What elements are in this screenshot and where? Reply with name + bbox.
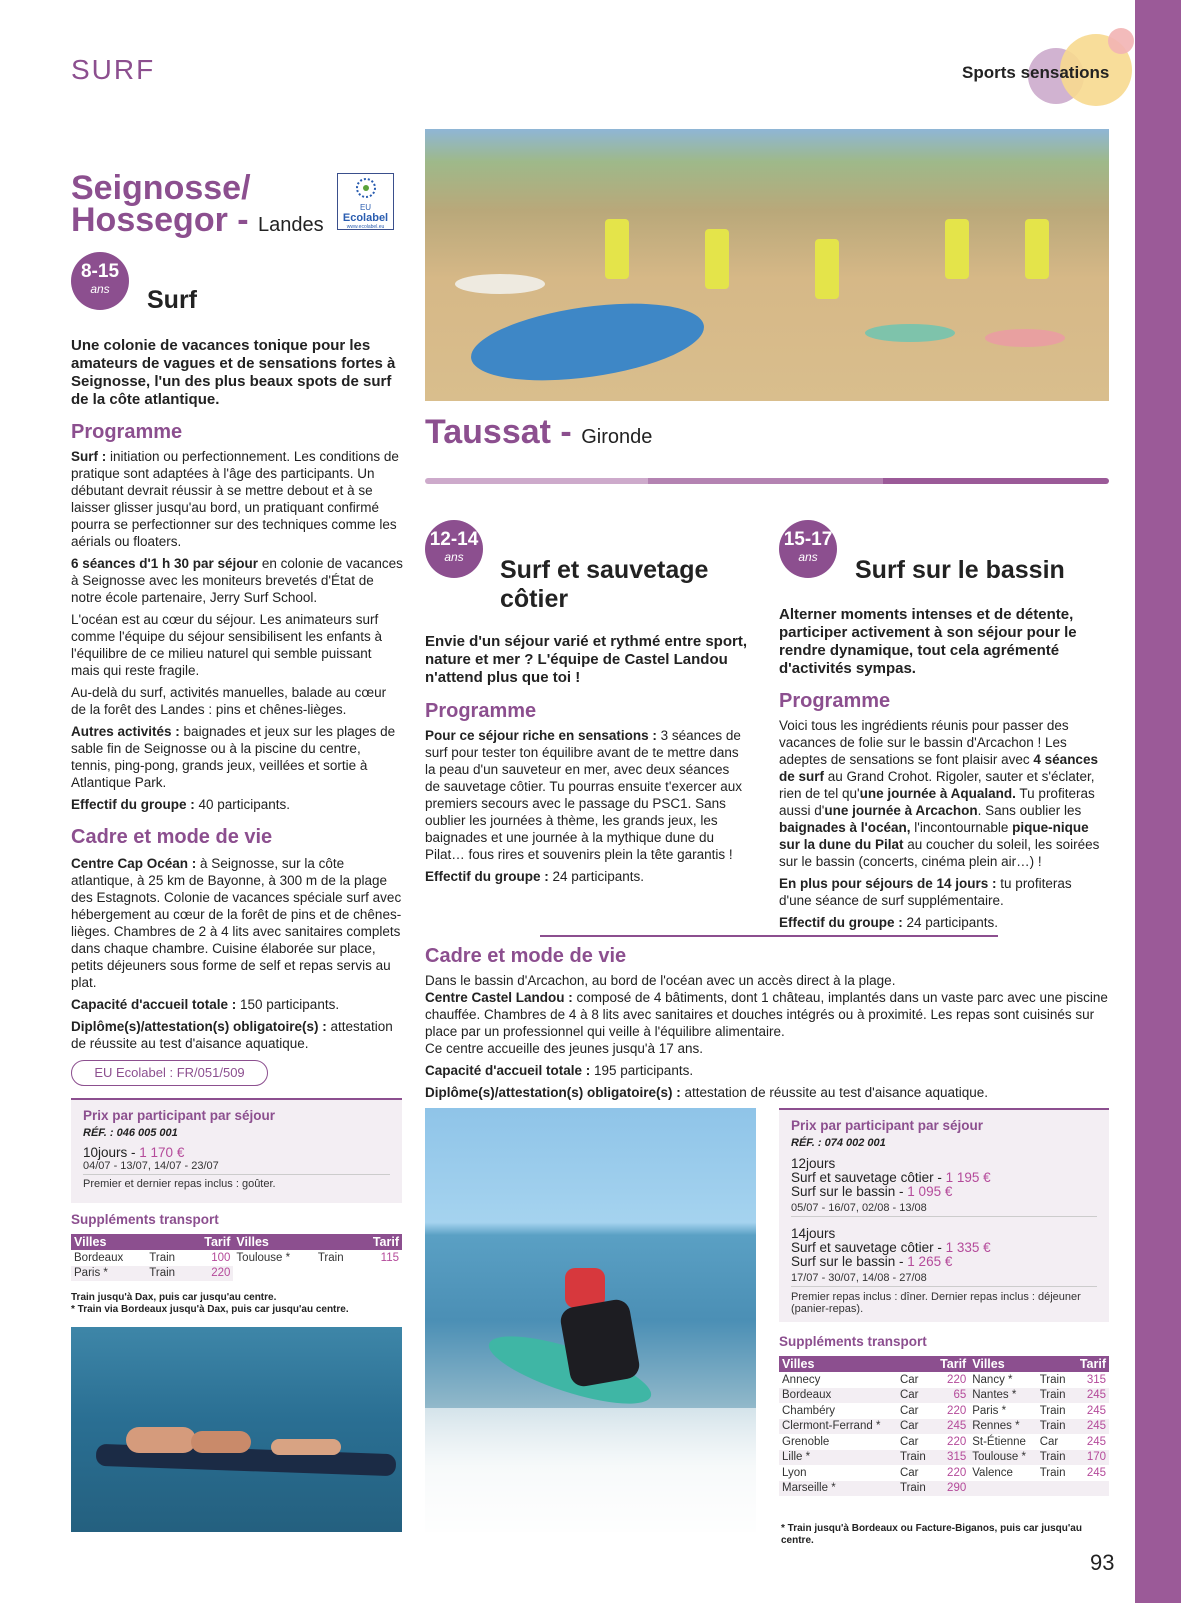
surfer-vest: [705, 229, 729, 289]
right-price-box: Prix par participant par séjour RÉF. : 074 002 001 12jours Surf et sauvetage côtier - 1 195 € Surf sur le bassin - 1 095 € 05/07 - 16/07, 02/08 - 13/08 14jours Surf et sauvetage côtier - 1 335 € Surf sur le bassin - 1 265 € 17/07 - 30/07, 14/08 - 27/08 Premier repas inclus : dîner. Dernier repas inclus : déjeuner (panier-repas).: [779, 1108, 1109, 1322]
board-on-sand: [865, 324, 955, 342]
left-transport-heading: Suppléments transport: [71, 1212, 219, 1227]
age-badge-12-14: 12-14 ans: [425, 520, 483, 578]
left-transport-notes: Train jusqu'à Dax, puis car jusqu'au centre. * Train via Bordeaux jusqu'à Dax, puis car jusqu'au centre.: [71, 1292, 349, 1315]
col2-intro: Alterner moments intenses et de détente, participer activement à son séjour pour le rendre dynamique, tout cela agrémenté d'activités sympas.: [779, 606, 1077, 677]
left-title: Seignosse/ Hossegor - Landes: [71, 169, 324, 239]
surfer-vest: [945, 219, 969, 279]
table-row: Bordeaux Car 65 Nantes * Train 245: [779, 1388, 1109, 1404]
left-cadre-heading: Cadre et mode de vie: [71, 826, 273, 848]
table-row: Marseille * Train 290: [779, 1481, 1109, 1497]
divider: [540, 935, 998, 937]
col2-programme-text: Voici tous les ingrédients réunis pour passer des vacances de folie sur le bassin d'Arcachon ! Les adeptes de sensations se font plaisir avec 4 séances de surf au Grand Crohot. Rigoler, sauter et s'éclater, rien de tel qu'une journée à Aqualand. Tu profiteras aussi d'une journée à Arcachon. Sans oublier les baignades à l'océan, l'incontournable pique-nique sur la dune du Pilat au coucher du soleil, les soirées sur le bassin (concerts, cinéma plein air…) ! En plus pour séjours de 14 jours : tu profiteras d'une séance de surf supplémentaire. Effectif du groupe : 24 participants.: [779, 718, 1100, 930]
left-programme-heading: Programme: [71, 421, 183, 443]
left-region: Landes: [258, 214, 324, 236]
surfboard: [466, 291, 708, 393]
ecolabel-flower-icon: [346, 177, 386, 199]
surfer-vest: [1025, 219, 1049, 279]
page-side-band: [1135, 0, 1181, 1603]
right-cadre-text: Dans le bassin d'Arcachon, au bord de l'océan avec un accès direct à la plage. Centre Castel Landou : composé de 4 bâtiments, dont 1 château, implantés dans un vaste parc avec une piscine chauffée. Chambres de 4 à 8 lits avec sanitaires et douches intégrés ou à proximité. Les repas sont cuisinés sur place par un professionnel qui veille à l'équilibre alimentaire. Ce centre accueille des jeunes jusqu'à 17 ans. Capacité d'accueil totale : 195 participants. Diplôme(s)/attestation(s) obligatoire(s) : attestation de réussite au test d'aisance aquatique.: [425, 973, 1108, 1100]
page-number: 93: [1090, 1550, 1115, 1575]
progress-stripe: [425, 478, 1109, 484]
right-title: Taussat - Gironde: [425, 413, 653, 451]
left-subtitle: Surf: [147, 286, 197, 314]
col1-programme-text: Pour ce séjour riche en sensations : 3 séances de surf pour tester ton équilibre avant de te mettre dans la peau d'un sauveteur en mer, avec deux séances de sauvetage côtier. Tu pourras ensuite t'exercer aux premiers secours avec le passage du PSC1. Sans oublier les journées à thème, les grands jeux, les baignades et une journée à la mythique dune du Pilat… fous rires et souvenirs plein la tête garantis ! Effectif du groupe : 24 participants.: [425, 728, 743, 884]
left-programme-text: Surf : initiation ou perfectionnement. Les conditions de pratique sont adaptées à l'âge des participants. Un débutant devrait réussir à se mettre debout et à se laisser glisser jusqu'au bord, un pratiquant confirmé pourra se perfectionner sur des techniques comme les aérials ou floaters. 6 séances d'1 h 30 par séjour en colonie de vacances à Seignosse avec les moniteurs brevetés d'État de notre école partenaire, Jerry Surf School. L'océan est au cœur du séjour. Les animateurs surf comme l'équipe du séjour sensibilisent les enfants à l'équilibre de ce milieu naturel qui semble puissant mais qui reste fragile. Au-delà du surf, activités manuelles, balade au cœur de la forêt des Landes : pins et chênes-lièges. Autres activités : baignades et jeux sur les plages de sable fin de Seignosse ou à la piscine du centre, tennis, ping-pong, grands jeux, veillées et sortie à Atlantique Park. Effectif du groupe : 40 participants.: [71, 449, 403, 812]
age-badge-15-17: 15-17 ans: [779, 520, 837, 578]
col1-intro: Envie d'un séjour varié et rythmé entre sport, nature et mer ? L'équipe de Castel Landou n'attend plus que toi !: [425, 633, 747, 686]
right-cadre-heading: Cadre et mode de vie: [425, 945, 627, 967]
table-row: Annecy Car 220 Nancy * Train 315: [782, 1373, 1106, 1386]
age-badge-left: 8-15 ans: [71, 252, 129, 310]
table-row: Grenoble Car 220 St-Étienne Car 245: [782, 1435, 1106, 1448]
table-row: Paris * Train 220: [71, 1266, 402, 1282]
ecolabel-logo: EU Ecolabel www.ecolabel.eu: [337, 173, 394, 230]
col2-programme-heading: Programme: [779, 690, 891, 712]
table-row: Bordeaux Train 100 Toulouse * Train 115: [74, 1251, 399, 1264]
photo-surf-lesson-beach: [425, 129, 1109, 401]
swimmer-3: [271, 1439, 341, 1455]
circle-pink: [1108, 28, 1134, 54]
surfer-wetsuit: [559, 1298, 642, 1389]
left-intro: Une colonie de vacances tonique pour les amateurs de vagues et de sensations fortes à Seignosse, l'un des plus beaux spots de surf de la côte atlantique.: [71, 337, 396, 408]
right-region: Gironde: [581, 426, 653, 448]
swimmer-1: [126, 1427, 196, 1453]
left-price: 1 170 €: [139, 1145, 185, 1160]
ecolabel-number: EU Ecolabel : FR/051/509: [71, 1060, 268, 1086]
right-transport-heading: Suppléments transport: [779, 1334, 927, 1349]
photo-mattress-swimmers: [71, 1327, 402, 1532]
col1-programme-heading: Programme: [425, 700, 537, 722]
table-row: Lille * Train 315 Toulouse * Train 170: [779, 1450, 1109, 1466]
brand-label: Sports sensations: [962, 63, 1110, 82]
right-transport-table: Villes Tarif Villes Tarif Annecy Car 220 Nancy * Train 315 Bordeaux Car 65 Nantes * Train 245 Chambéry Car 220 Paris * Train 245 Clermont-Ferrand * Car 245 Rennes * Train 245 Grenoble Car 220 St-Étienne Car 245 Lille * Train 315 Toulouse * Train 170 Lyon Car 220 Valence Train 245 Marseille * Train 290: [779, 1356, 1109, 1496]
left-price-box: Prix par participant par séjour RÉF. : 046 005 001 10jours - 1 170 € 04/07 - 13/07, 14/07 - 23/07 Premier et dernier repas inclus : goûter.: [71, 1098, 402, 1203]
surfer-vest: [605, 219, 629, 279]
surfer-vest: [815, 239, 839, 299]
left-cadre-text: Centre Cap Océan : à Seignosse, sur la côte atlantique, à 25 km de Bayonne, à 300 m de la plage des Estagnots. Colonie de vacances spéciale surf avec hébergement au cœur de la forêt de pins et de chênes-lièges. Chambres de 2 à 4 lits avec sanitaires complets dans chaque chambre. Cuisine élaborée sur place, petits déjeuners sous forme de self et repas servis au plat. Capacité d'accueil totale : 150 participants. Diplôme(s)/attestation(s) obligatoire(s) : attestation de réussite au test d'aisance aquatique.: [71, 856, 402, 1051]
swimmer-2: [191, 1431, 251, 1453]
col2-subtitle: Surf sur le bassin: [855, 556, 1065, 584]
table-row: Chambéry Car 220 Paris * Train 245: [782, 1404, 1106, 1417]
table-row: Clermont-Ferrand * Car 245 Rennes * Train 245: [779, 1419, 1109, 1435]
table-row: Lyon Car 220 Valence Train 245: [782, 1466, 1106, 1479]
photo-surfer-wave: [425, 1108, 756, 1532]
left-transport-table: Villes Tarif Villes Tarif Bordeaux Train 100 Toulouse * Train 115 Paris * Train 220: [71, 1234, 402, 1281]
col1-subtitle: Surf et sauvetage côtier: [500, 556, 709, 613]
board-on-sand: [985, 329, 1065, 347]
section-title: SURF: [71, 54, 156, 85]
board-on-sand: [455, 274, 545, 294]
wave-foam: [425, 1408, 756, 1532]
right-transport-note: * Train jusqu'à Bordeaux ou Facture-Biganos, puis car jusqu'au centre.: [781, 1523, 1082, 1546]
